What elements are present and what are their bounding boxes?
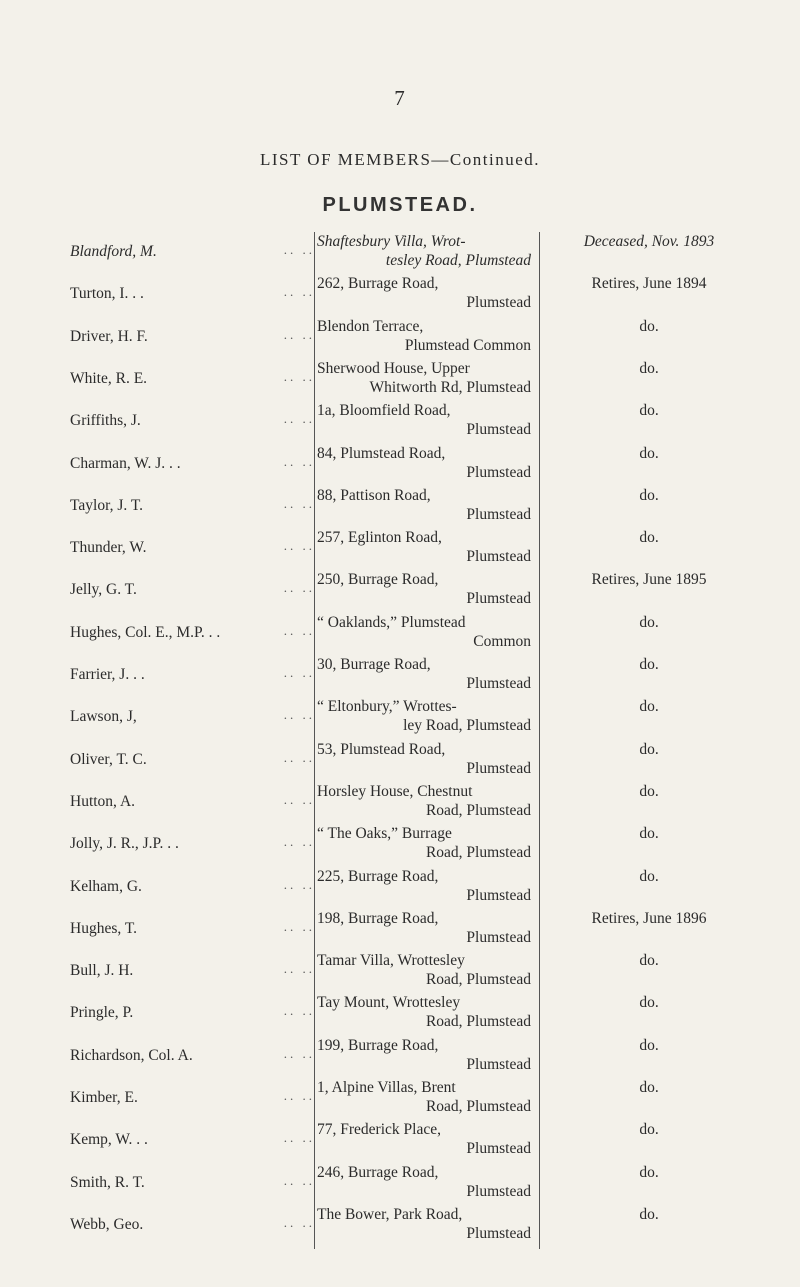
address-line-1: Shaftesbury Villa, Wrot- (317, 233, 466, 250)
address-line-1: 84, Plumstead Road, (317, 444, 446, 462)
address-line-1: Horsley House, Chestnut (317, 782, 473, 800)
member-name: Griffiths, J. (70, 412, 141, 430)
member-status: do. (639, 867, 659, 885)
leader-dots: .. .. (283, 834, 315, 850)
member-address (315, 1036, 537, 1074)
address-line-2: Plumstead Common (404, 336, 531, 354)
member-name: Bull, J. H. (70, 962, 134, 980)
address-line-2: Plumstead (466, 1182, 531, 1200)
member-name: Pringle, P. (70, 1004, 134, 1022)
member-address (315, 613, 537, 651)
address-line-2: Plumstead (466, 421, 531, 439)
member-address (315, 232, 537, 270)
leader-dots: .. .. (283, 1088, 315, 1103)
member-address (315, 909, 537, 947)
member-status: do. (639, 656, 659, 673)
member-address (315, 655, 537, 693)
member-status: do. (639, 613, 659, 631)
address-line-2: Plumstead (466, 928, 531, 946)
member-name: Farrier, J. . . (70, 666, 145, 683)
address-line-2: Road, Plumstead (425, 844, 531, 862)
address-line-1: 1, Alpine Villas, Brent (317, 1079, 456, 1096)
address-line-1: 1a, Bloomfield Road, (317, 402, 451, 420)
address-line-2: Plumstead (466, 548, 531, 566)
address-line-2: Plumstead (466, 590, 531, 608)
table-row (0, 740, 800, 784)
member-address (315, 401, 537, 439)
table-row (0, 1036, 800, 1080)
member-address (315, 570, 537, 608)
address-line-1: “ The Oaks,” Burrage (317, 825, 452, 843)
member-status: do. (639, 359, 659, 377)
address-line-2: Plumstead (466, 463, 531, 481)
member-name: Turton, I. . . (70, 285, 144, 303)
leader-dots: .. .. (283, 791, 315, 807)
member-status: do. (639, 1163, 659, 1181)
leader-dots: .. .. (283, 284, 315, 300)
leader-dots: .. .. (283, 1172, 315, 1188)
member-status: do. (639, 994, 659, 1012)
member-status: do. (639, 825, 659, 843)
member-address (315, 1120, 537, 1158)
member-name: Thunder, W. (70, 539, 147, 557)
member-name: Hughes, T. (70, 919, 138, 937)
table-row (0, 697, 800, 741)
member-name: Hutton, A. (70, 792, 136, 810)
member-address (315, 697, 537, 735)
table-row (0, 824, 800, 868)
address-line-2: Plumstead (466, 675, 531, 692)
member-status: do. (639, 952, 659, 970)
leader-dots: .. .. (283, 1045, 315, 1061)
table-row (0, 655, 800, 699)
member-name: Oliver, T. C. (70, 750, 147, 768)
member-name: Hughes, Col. E., M.P. . . (70, 623, 221, 641)
member-name: Richardson, Col. A. (70, 1046, 193, 1064)
member-name: Blandford, M. (70, 243, 157, 260)
table-row (0, 1205, 800, 1249)
table-row (0, 782, 800, 826)
table-row (0, 444, 800, 488)
member-address (315, 782, 537, 820)
member-name: Kimber, E. (70, 1089, 138, 1106)
member-address (315, 951, 537, 989)
list-heading: LIST OF MEMBERS—Continued. (259, 150, 541, 169)
leader-dots: .. .. (283, 411, 315, 427)
member-address (315, 274, 537, 312)
address-line-1: 77, Frederick Place, (317, 1121, 441, 1139)
table-row (0, 1078, 800, 1122)
address-line-1: 225, Burrage Road, (317, 867, 439, 885)
member-status: Deceased, Nov. 1893 (583, 233, 715, 250)
member-status: do. (639, 402, 659, 420)
member-status: do. (639, 1036, 659, 1054)
member-address (315, 1078, 537, 1116)
address-line-1: Tamar Villa, Wrottesley (317, 952, 465, 970)
address-line-2: Plumstead (466, 505, 531, 523)
table-row (0, 613, 800, 657)
member-name: Driver, H. F. (70, 327, 148, 345)
leader-dots: .. .. (283, 707, 315, 723)
address-line-2: Common (473, 632, 531, 650)
address-line-1: “ Oaklands,” Plumstead (317, 613, 466, 631)
address-line-2: Plumstead (466, 1055, 531, 1073)
leader-dots: .. .. (283, 622, 315, 638)
address-line-1: Tay Mount, Wrottesley (317, 994, 461, 1012)
member-status: Retires, June 1895 (591, 571, 707, 589)
member-address (315, 444, 537, 482)
address-line-2: Plumstead (466, 886, 531, 904)
address-line-1: Blendon Terrace, (317, 317, 424, 335)
table-row (0, 486, 800, 530)
address-line-1: 199, Burrage Road, (317, 1036, 439, 1054)
leader-dots: .. .. (283, 1130, 315, 1146)
member-name: Lawson, J, (70, 708, 137, 726)
member-address (315, 740, 537, 778)
member-address (315, 359, 537, 397)
leader-dots: .. .. (283, 918, 315, 934)
member-status: do. (639, 529, 659, 547)
leader-dots: .. .. (283, 961, 315, 977)
leader-dots: .. .. (283, 749, 315, 765)
member-status: do. (639, 1121, 659, 1139)
table-row (0, 951, 800, 995)
address-line-1: 30, Burrage Road, (317, 656, 431, 673)
member-address (315, 867, 537, 905)
member-address (315, 486, 537, 524)
address-line-2: Road, Plumstead (425, 971, 531, 989)
leader-dots: .. .. (283, 1214, 315, 1230)
address-line-2: Whitworth Rd, Plumstead (369, 378, 531, 396)
member-address (315, 1205, 537, 1243)
member-status: do. (639, 317, 659, 335)
member-status: Retires, June 1896 (591, 909, 707, 927)
member-name: Kelham, G. (70, 877, 142, 895)
member-status: do. (639, 486, 659, 504)
table-row (0, 401, 800, 445)
member-name: Taylor, J. T. (70, 496, 144, 514)
member-name: Webb, Geo. (70, 1215, 144, 1233)
leader-dots: .. .. (283, 665, 315, 680)
table-row (0, 867, 800, 911)
address-line-2: Plumstead (466, 294, 531, 312)
member-status: Retires, June 1894 (591, 275, 707, 293)
member-address (315, 993, 537, 1031)
address-line-1: 250, Burrage Road, (317, 571, 439, 589)
member-name: Jolly, J. R., J.P. . . (70, 835, 179, 853)
leader-dots: .. .. (283, 1003, 315, 1019)
address-line-2: Road, Plumstead (425, 1098, 531, 1115)
address-line-1: 88, Pattison Road, (317, 486, 431, 504)
member-address (315, 317, 537, 355)
address-line-2: Plumstead (466, 759, 531, 777)
address-line-1: 53, Plumstead Road, (317, 740, 446, 758)
table-row (0, 232, 800, 276)
member-status: do. (639, 740, 659, 758)
leader-dots: .. .. (283, 538, 315, 554)
table-row (0, 1120, 800, 1164)
table-row (0, 359, 800, 403)
member-status: do. (639, 1205, 659, 1223)
member-address (315, 824, 537, 862)
member-name: Kemp, W. . . (70, 1131, 148, 1149)
member-status: do. (639, 444, 659, 462)
member-status: do. (639, 698, 659, 716)
table-row (0, 528, 800, 572)
member-name: Smith, R. T. (70, 1173, 145, 1191)
address-line-2: Plumstead (466, 1140, 531, 1158)
leader-dots: .. .. (283, 368, 315, 384)
address-line-1: The Bower, Park Road, (317, 1205, 463, 1223)
address-line-1: 257, Eglinton Road, (317, 529, 442, 547)
address-line-1: 198, Burrage Road, (317, 909, 439, 927)
member-address (315, 1163, 537, 1201)
address-line-2: Road, Plumstead (425, 1013, 531, 1031)
address-line-1: “ Eltonbury,” Wrottes- (317, 698, 457, 716)
section-title: PLUMSTEAD. (322, 194, 478, 216)
address-line-2: Road, Plumstead (425, 801, 531, 819)
member-name: Charman, W. J. . . (70, 454, 181, 472)
table-row (0, 1163, 800, 1207)
table-row (0, 317, 800, 361)
member-address (315, 528, 537, 566)
member-status: do. (639, 782, 659, 800)
table-row (0, 909, 800, 953)
member-status: do. (639, 1079, 659, 1096)
leader-dots: .. .. (283, 326, 315, 342)
address-line-2: tesley Road, Plumstead (385, 252, 531, 269)
table-row (0, 274, 800, 318)
leader-dots: .. .. (283, 495, 315, 511)
member-name: White, R. E. (70, 369, 148, 387)
address-line-1: 262, Burrage Road, (317, 275, 439, 293)
member-name: Jelly, G. T. (70, 581, 137, 599)
leader-dots: .. .. (283, 876, 315, 892)
leader-dots: .. .. (283, 242, 315, 257)
address-line-1: Sherwood House, Upper (317, 359, 470, 377)
address-line-1: 246, Burrage Road, (317, 1163, 439, 1181)
table-row (0, 993, 800, 1037)
page-number: 7 (394, 86, 406, 110)
address-line-2: ley Road, Plumstead (403, 717, 531, 735)
leader-dots: .. .. (283, 453, 315, 469)
address-line-2: Plumstead (466, 1224, 531, 1242)
leader-dots: .. .. (283, 580, 315, 596)
table-row (0, 570, 800, 614)
